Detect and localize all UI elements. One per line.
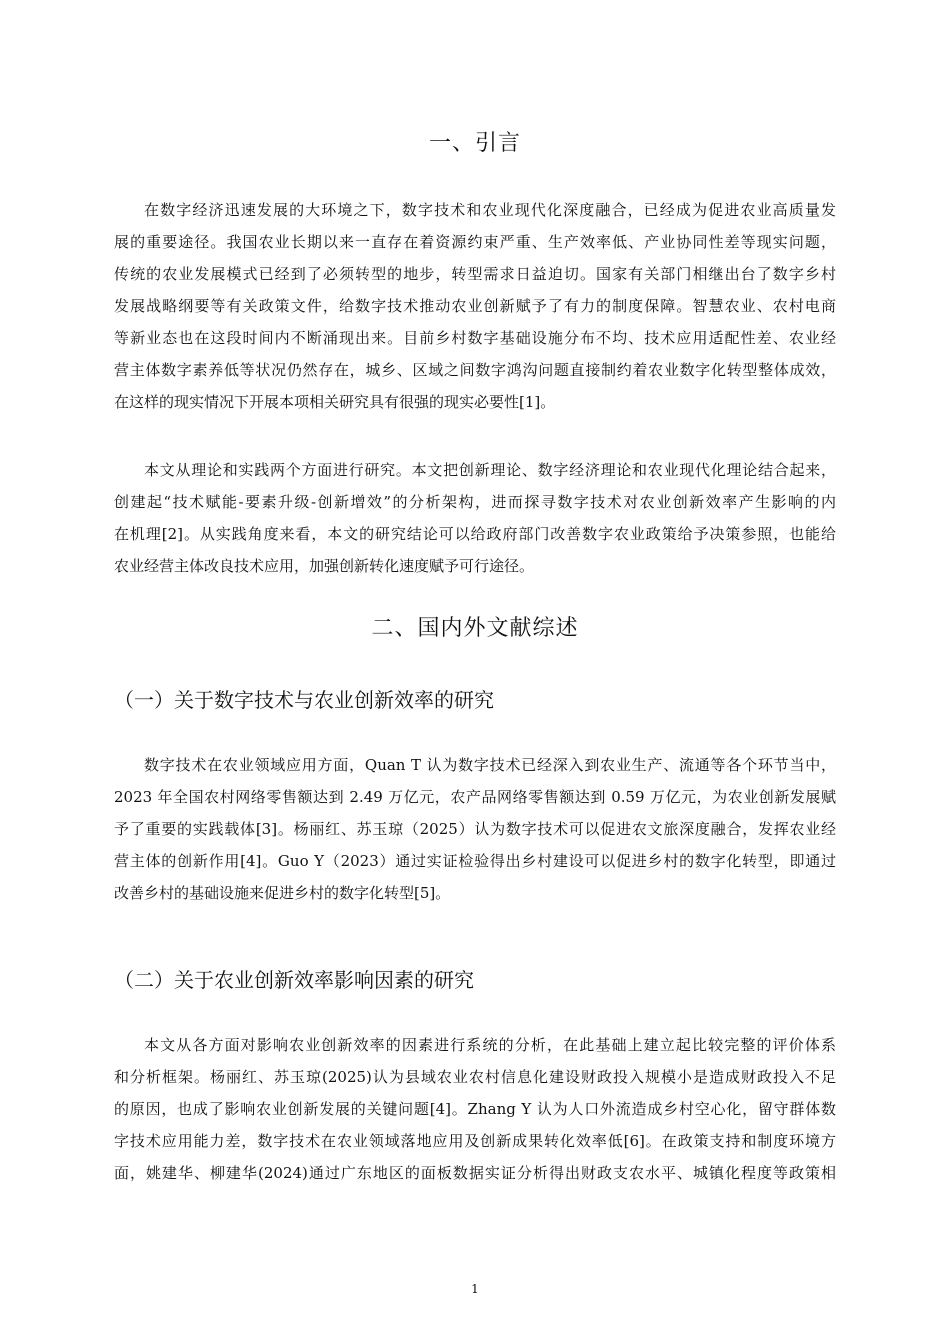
paragraph-line: 营主体的创新作用[4]。Guo Y（2023）通过实证检验得出乡村建设可以促进乡村的数字化转型，即通过 bbox=[114, 852, 836, 870]
section-heading-literature-review: 二、国内外文献综述 bbox=[371, 616, 579, 641]
paragraph-digital-tech bbox=[114, 749, 836, 909]
paragraph-line: 创建起“技术赋能-要素升级-创新增效”的分析架构，进而探寻数字技术对农业创新效率产生影响的内 bbox=[114, 493, 836, 511]
paragraph-line: 本文从理论和实践两个方面进行研究。本文把创新理论、数字经济理论和农业现代化理论结合起来， bbox=[144, 461, 836, 479]
paragraph-line: 营主体数字素养低等状况仍然存在，城乡、区域之间数字鸿沟问题直接制约着农业数字化转型整体成效， bbox=[114, 361, 836, 379]
paragraph-line: 发展战略纲要等有关政策文件，给数字技术推动农业创新赋予了有力的制度保障。智慧农业、农村电商 bbox=[114, 297, 836, 315]
paragraph-line: 数字技术在农业领域应用方面，Quan T 认为数字技术已经深入到农业生产、流通等各个环节当中， bbox=[144, 756, 836, 774]
paragraph-line: 传统的农业发展模式已经到了必须转型的地步，转型需求日益迫切。国家有关部门相继出台了数字乡村 bbox=[114, 265, 836, 283]
paragraph-line: 予了重要的实践载体[3]。杨丽红、苏玉琼（2025）认为数字技术可以促进农文旅深度融合，发挥农业经 bbox=[114, 820, 836, 838]
paragraph-intro-2 bbox=[114, 454, 836, 582]
paragraph-line: 的原因，也成了影响农业创新发展的关键问题[4]。Zhang Y 认为人口外流造成乡村空心化，留守群体数 bbox=[114, 1100, 836, 1118]
paragraph-line: 在数字经济迅速发展的大环境之下，数字技术和农业现代化深度融合，已经成为促进农业高质量发 bbox=[144, 201, 836, 219]
paragraph-influencing-factors bbox=[114, 1029, 836, 1189]
paragraph-line: 面，姚建华、柳建华(2024)通过广东地区的面板数据实证分析得出财政支农水平、城镇化程度等政策相 bbox=[114, 1164, 836, 1182]
paragraph-line: 展的重要途径。我国农业长期以来一直存在着资源约束严重、生产效率低、产业协同性差等现实问题， bbox=[114, 233, 836, 251]
paragraph-line: 2023 年全国农村网络零售额达到 2.49 万亿元，农产品网络零售额达到 0.59 万亿元，为农业创新发展赋 bbox=[114, 788, 836, 806]
paragraph-line: 改善乡村的基础设施来促进乡村的数字化转型[5]。 bbox=[114, 884, 451, 902]
page-number: 1 bbox=[471, 1282, 479, 1296]
paragraph-intro-1 bbox=[114, 194, 836, 418]
section-heading-introduction: 一、引言 bbox=[428, 131, 521, 156]
paragraph-line: 和分析框架。杨丽红、苏玉琼(2025)认为县域农业农村信息化建设财政投入规模小是造成财政投入不足 bbox=[114, 1068, 836, 1086]
subsection-heading-digital-tech: （一）关于数字技术与农业创新效率的研究 bbox=[114, 688, 494, 712]
paragraph-line: 在这样的现实情况下开展本项相关研究具有很强的现实必要性[1]。 bbox=[114, 393, 556, 411]
paragraph-line: 等新业态也在这段时间内不断涌现出来。目前乡村数字基础设施分布不均、技术应用适配性差、农业经 bbox=[114, 329, 836, 347]
paragraph-line: 在机理[2]。从实践角度来看，本文的研究结论可以给政府部门改善数字农业政策给予决策参照，也能给 bbox=[114, 525, 836, 543]
subsection-heading-influencing-factors: （二）关于农业创新效率影响因素的研究 bbox=[114, 968, 474, 992]
paragraph-line: 本文从各方面对影响农业创新效率的因素进行系统的分析，在此基础上建立起比较完整的评价体系 bbox=[144, 1036, 836, 1054]
paragraph-line: 农业经营主体改良技术应用，加强创新转化速度赋予可行途径。 bbox=[114, 557, 535, 575]
paragraph-line: 字技术应用能力差，数字技术在农业领域落地应用及创新成果转化效率低[6]。在政策支持和制度环境方 bbox=[114, 1132, 836, 1150]
